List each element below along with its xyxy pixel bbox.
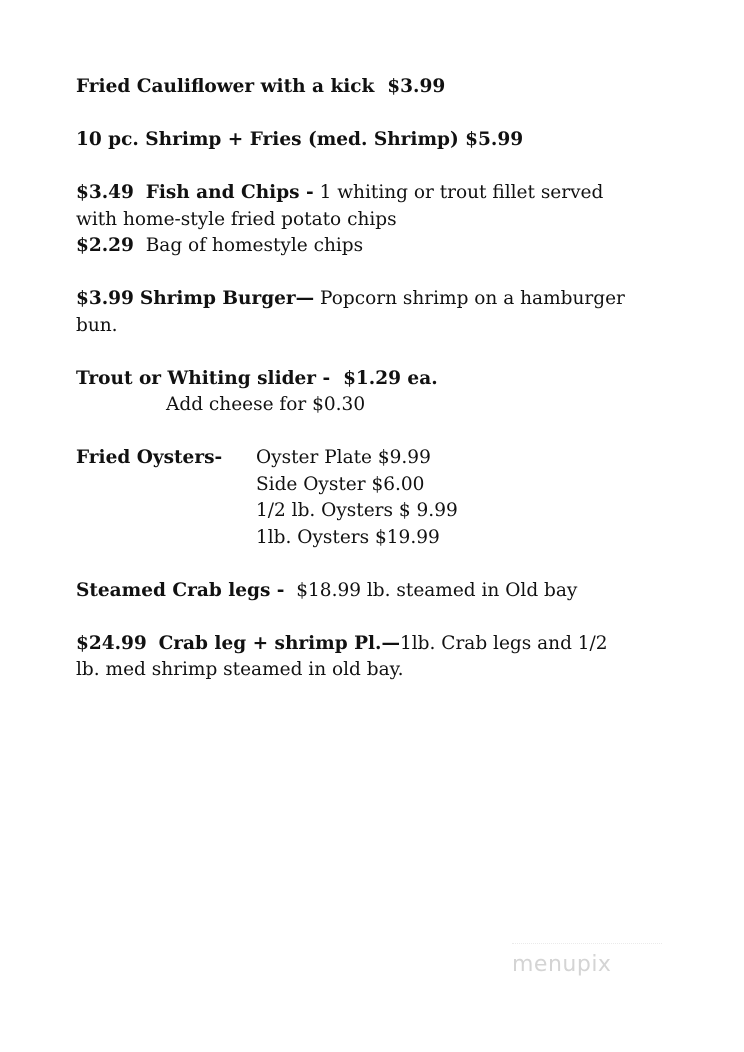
oyster-option: Oyster Plate $9.99 <box>256 447 431 468</box>
item-name: Crab leg + shrimp Pl.— <box>158 632 400 654</box>
item-price: $3.49 <box>76 182 134 203</box>
menu-item-slider <box>76 366 686 419</box>
item-name: Shrimp Burger— <box>139 288 315 309</box>
menu-item-shrimp-burger <box>76 286 686 339</box>
item-name: Steamed Crab legs - <box>76 579 285 601</box>
menu-page <box>76 74 686 684</box>
item-description: Popcorn shrimp on a hamburger <box>320 288 625 309</box>
item-description: 1lb. Crab legs and 1/2 <box>400 632 608 654</box>
item-price: $24.99 <box>76 632 147 654</box>
menu-item-crab-shrimp <box>76 631 686 684</box>
item-name: 10 pc. Shrimp + Fries (med. Shrimp) <box>76 129 459 150</box>
item-name: Bag of homestyle chips <box>145 235 364 256</box>
item-addon: Add cheese for $0.30 <box>166 394 366 415</box>
item-price: $2.29 <box>76 235 134 256</box>
item-name: Fried Oysters- <box>76 447 223 468</box>
item-description: 1 whiting or trout fillet served <box>319 182 604 203</box>
item-name: Trout or Whiting slider - <box>76 367 331 389</box>
menu-item-cauliflower <box>76 74 686 101</box>
item-description: $18.99 lb. steamed in Old bay <box>296 579 578 601</box>
menu-item-oysters <box>76 445 686 551</box>
item-price: $3.99 <box>76 288 134 309</box>
oyster-option: Side Oyster $6.00 <box>256 473 425 495</box>
menu-item-fish-chips <box>76 180 686 233</box>
item-description: lb. med shrimp steamed in old bay. <box>76 659 404 680</box>
item-price: $5.99 <box>465 129 524 150</box>
menu-item-bag-chips <box>76 233 686 260</box>
oyster-option: 1lb. Oysters $19.99 <box>256 526 440 548</box>
watermark-divider <box>512 943 662 944</box>
item-name: Fried Cauliflower with a kick <box>76 76 375 97</box>
item-price: $3.99 <box>387 76 446 97</box>
item-name: Fish and Chips - <box>145 182 314 203</box>
item-description: bun. <box>76 314 118 336</box>
menu-item-shrimp-fries <box>76 127 686 154</box>
item-price: $1.29 ea. <box>343 367 438 389</box>
watermark-logo: menupix <box>512 952 612 977</box>
item-description: with home-style fried potato chips <box>76 208 397 230</box>
menu-item-crab-legs <box>76 578 686 605</box>
oyster-option: 1/2 lb. Oysters $ 9.99 <box>256 500 458 521</box>
